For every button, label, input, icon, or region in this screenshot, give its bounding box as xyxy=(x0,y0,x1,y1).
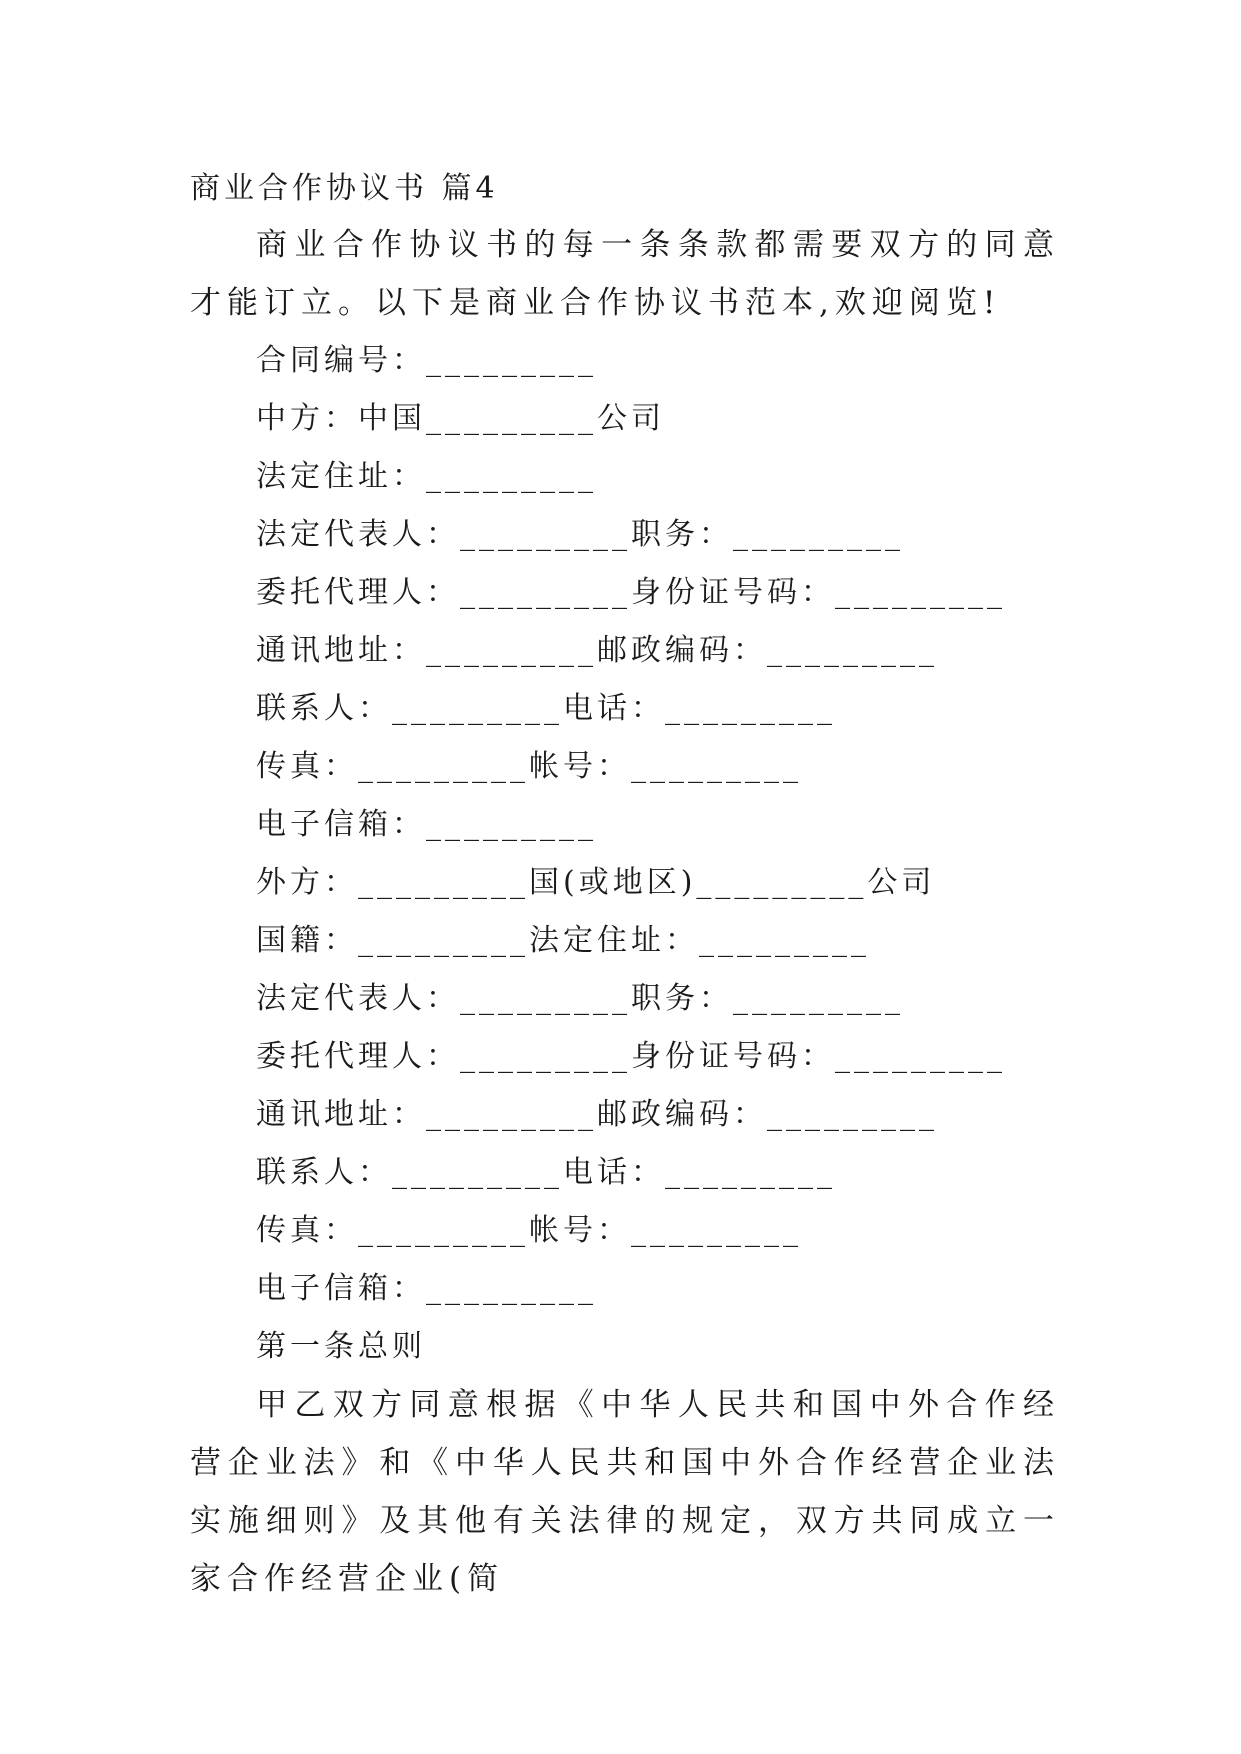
intro-paragraph: 商业合作协议书的每一条条款都需要双方的同意才能订立。以下是商业合作协议书范本,欢迎阅览! xyxy=(190,227,1060,321)
foreign-party-agent-line: 委托代理人：_________身份证号码：_________ xyxy=(256,1039,1006,1074)
chinese-party-mailing-line: 通讯地址：_________邮政编码：_________ xyxy=(256,633,938,668)
foreign-party-representative-line: 法定代表人：_________职务：_________ xyxy=(256,981,904,1016)
foreign-party-email-line: 电子信箱：_________ xyxy=(256,1271,597,1306)
chinese-party-fax-line: 传真：_________帐号：_________ xyxy=(256,749,802,784)
chinese-party-contact-line: 联系人：_________电话：_________ xyxy=(256,691,836,726)
foreign-party-mailing-line: 通讯地址：_________邮政编码：_________ xyxy=(256,1097,938,1132)
document-page xyxy=(190,162,1060,1608)
foreign-party-nationality-line: 国籍：_________法定住址：_________ xyxy=(256,923,870,958)
chinese-party-representative-line: 法定代表人：_________职务：_________ xyxy=(256,517,904,552)
chinese-party-agent-line: 委托代理人：_________身份证号码：_________ xyxy=(256,575,1006,610)
contract-number-line: 合同编号：_________ xyxy=(256,343,597,378)
foreign-party-line: 外方：_________国(或地区)_________公司 xyxy=(256,865,936,900)
document-title: 商业合作协议书 篇4 xyxy=(190,171,499,206)
foreign-party-fax-line: 传真：_________帐号：_________ xyxy=(256,1213,802,1248)
chinese-party-address-line: 法定住址：_________ xyxy=(256,459,597,494)
chinese-party-email-line: 电子信箱：_________ xyxy=(256,807,597,842)
article-one-heading: 第一条总则 xyxy=(256,1329,426,1364)
foreign-party-contact-line: 联系人：_________电话：_________ xyxy=(256,1155,836,1190)
chinese-party-line: 中方：中国_________公司 xyxy=(256,401,665,436)
article-one-paragraph: 甲乙双方同意根据《中华人民共和国中外合作经营企业法》和《中华人民共和国中外合作经营企业法实施细则》及其他有关法律的规定，双方共同成立一家合作经营企业(简 xyxy=(190,1387,1060,1597)
